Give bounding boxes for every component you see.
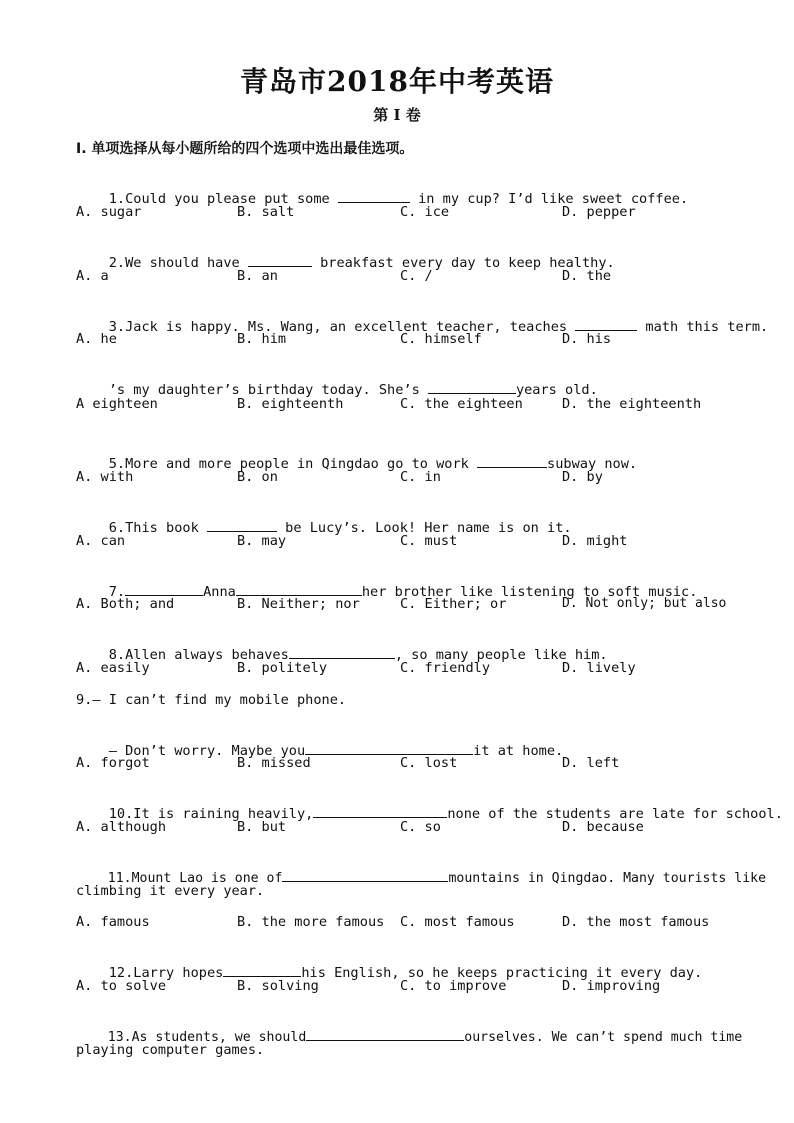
option-c: C. / [400, 268, 433, 284]
option-d: D. the [562, 268, 612, 284]
option-d: D. his [562, 331, 612, 347]
answer-blank [313, 804, 447, 818]
option-c: C. the eighteen [400, 396, 523, 412]
answer-blank [428, 380, 516, 394]
option-a: A. sugar [76, 204, 142, 220]
option-b: B. Neither; nor [237, 596, 360, 612]
option-a: A. although [76, 819, 167, 835]
answer-blank [282, 868, 448, 882]
question-10: 10.It is raining heavily, none of the students are late for school. [108, 806, 783, 822]
answer-blank [305, 741, 473, 755]
option-b: B. missed [237, 755, 311, 771]
answer-blank [223, 963, 301, 977]
page-title: 青岛市2018年中考英语 [240, 65, 554, 98]
option-b: B. may [237, 533, 287, 549]
option-d: D. pepper [562, 204, 636, 220]
question-1: 1.Could you please put some in my cup? I’d like sweet coffee. [108, 191, 689, 207]
option-c: C. must [400, 533, 458, 549]
question-2: 2.We should have breakfast every day to keep healthy. [108, 255, 615, 271]
question-13: 13.As students, we should ourselves. We can’t spend much time [76, 1009, 742, 1065]
question-4: ’s my daughter’s birthday today. She’s years old. [108, 382, 598, 398]
option-c: C. to improve [400, 978, 507, 994]
option-d: D. Not only; but also [562, 596, 727, 611]
option-d: D. lively [562, 660, 636, 676]
option-d: D. improving [562, 978, 661, 994]
option-a: A. can [76, 533, 126, 549]
option-b: B. salt [237, 204, 295, 220]
answer-blank [207, 518, 277, 532]
option-d: D. by [562, 469, 603, 485]
option-d: D. left [562, 755, 620, 771]
question-11: 11.Mount Lao is one of mountains in Qingdao. Many tourists like [76, 850, 766, 906]
option-c: C. friendly [400, 660, 491, 676]
option-a: A. with [76, 469, 134, 485]
answer-blank [236, 582, 362, 596]
answer-blank [125, 582, 203, 596]
option-a: A. a [76, 268, 109, 284]
answer-blank [575, 317, 637, 331]
answer-blank [289, 645, 395, 659]
option-d: D. the most famous [562, 914, 710, 930]
option-a: A. he [76, 331, 117, 347]
section-heading: I. 单项选择从每小题所给的四个选项中选出最佳选项。 [76, 141, 414, 157]
option-b: B. eighteenth [237, 396, 344, 412]
option-d: D. the eighteenth [562, 396, 702, 412]
question-9: 9.— I can’t find my mobile phone. [76, 692, 347, 708]
option-c: C. ice [400, 204, 450, 220]
option-c: C. himself [400, 331, 482, 347]
option-a: A eighteen [76, 396, 158, 412]
answer-blank [248, 253, 312, 267]
answer-blank [306, 1027, 464, 1041]
question-11-continued: climbing it every year. [76, 883, 265, 899]
question-6: 6.This book be Lucy’s. Look! Her name is on it. [108, 520, 572, 536]
question-3: 3.Jack is happy. Ms. Wang, an excellent teacher, teaches math this term. [108, 319, 769, 335]
option-c: C. in [400, 469, 441, 485]
option-c: C. most famous [400, 914, 515, 930]
option-a: A. forgot [76, 755, 150, 771]
option-a: A. easily [76, 660, 150, 676]
question-13-continued: playing computer games. [76, 1042, 265, 1058]
option-b: B. on [237, 469, 278, 485]
question-7: 7. Anna her brother like listening to soft music. [108, 584, 698, 600]
question-8: 8.Allen always behaves , so many people like him. [108, 647, 608, 663]
option-c: C. so [400, 819, 441, 835]
option-a: A. to solve [76, 978, 167, 994]
option-b: B. an [237, 268, 278, 284]
option-a: A. Both; and [76, 596, 175, 612]
volume-label: 第 I 卷 [373, 106, 421, 124]
option-b: B. politely [237, 660, 328, 676]
answer-blank [477, 454, 547, 468]
option-d: D. because [562, 819, 644, 835]
option-a: A. famous [76, 914, 150, 930]
option-b: B. solving [237, 978, 319, 994]
option-c: C. Either; or [400, 596, 507, 612]
option-b: B. him [237, 331, 287, 347]
question-12: 12.Larry hopes his English, so he keeps practicing it every day. [108, 965, 703, 981]
option-c: C. lost [400, 755, 458, 771]
answer-blank [338, 189, 410, 203]
option-b: B. the more famous [237, 914, 385, 930]
question-9-reply: — Don’t worry. Maybe you it at home. [108, 743, 564, 759]
option-b: B. but [237, 819, 287, 835]
question-5: 5.More and more people in Qingdao go to work subway now. [108, 456, 638, 472]
option-d: D. might [562, 533, 628, 549]
